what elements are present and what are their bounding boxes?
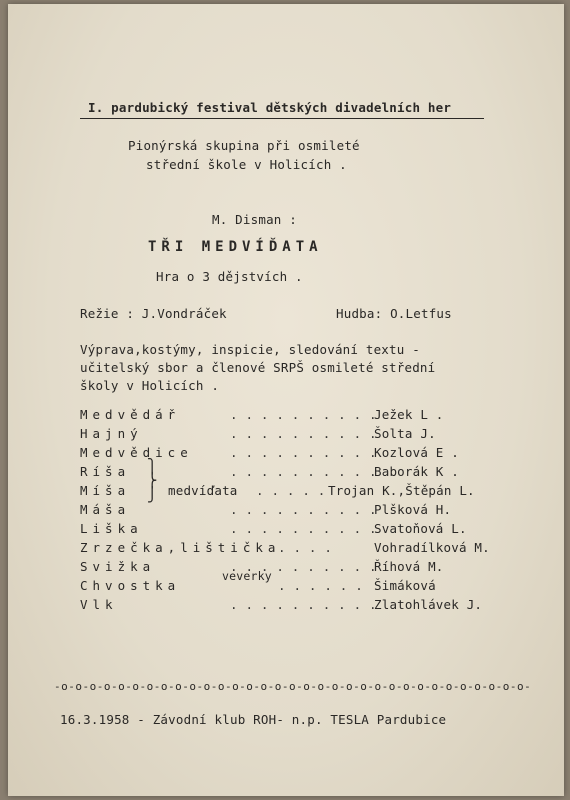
cast-actor: Svatoňová L. (374, 521, 467, 536)
leader-dots: . . . . . . . . . . (230, 502, 377, 517)
leader-dots: . . . . . . . . . . (230, 407, 377, 422)
leader-dots: . . . . . . . . . . (230, 426, 377, 441)
footer-line: 16.3.1958 - Závodní klub ROH- n.p. TESLA Pardubice (60, 712, 447, 727)
cast-role: Liška (80, 521, 143, 536)
leader-dots: . . . . . . . . . . (230, 445, 377, 460)
cast-role: Medvědář (80, 407, 181, 422)
group-label-squirrels: veverky (222, 569, 272, 583)
cast-actor: Šolta J. (374, 426, 436, 441)
cast-actor: Plšková H. (374, 502, 452, 517)
director: Režie : J.Vondráček (80, 306, 227, 321)
cast-role: Máša (80, 502, 131, 517)
cast-actor: Baborák K . (374, 464, 459, 479)
leader-dots: . . . . . . . . . . (230, 559, 377, 574)
cast-role: Ríša (80, 464, 131, 479)
staff-line-2: učitelský sbor a členové SRPŠ osmileté střední (80, 360, 436, 375)
leader-dots: . . . . . (256, 483, 326, 498)
cast-actor: Ježek L . (374, 407, 444, 422)
leader-dots: . . . . (278, 540, 333, 555)
leader-dots: . . . . . . (278, 578, 363, 593)
cast-actor: Zlatohlávek J. (374, 597, 483, 612)
group-line-1: Pionýrská skupina při osmileté (128, 138, 360, 153)
group-line-2: střední škole v Holicích . (146, 157, 347, 172)
group-label-cubs: medvíďata (168, 483, 238, 498)
cast-actor: Vohradílková M. (374, 540, 490, 555)
cast-actor: Říhová M. (374, 559, 444, 574)
cast-role: Míša (80, 483, 131, 498)
cubs-brace: ⎫ ⎬ ⎭ (148, 459, 157, 503)
program-sheet (8, 4, 564, 796)
leader-dots: . . . . . . . . . . (230, 464, 377, 479)
festival-title: I. pardubický festival dětských divadelních her (88, 100, 452, 115)
music: Hudba: O.Letfus (336, 306, 452, 321)
cast-actor: Šimáková (374, 578, 436, 593)
cast-role: Chvostka (80, 578, 181, 593)
leader-dots: . . . . . . . . . . (230, 521, 377, 536)
play-subtitle: Hra o 3 dějstvích . (156, 269, 303, 284)
cast-role: Medvědice (80, 445, 193, 460)
cast-actor: Trojan K.,Štěpán L. (328, 483, 475, 498)
footer-divider: -o-o-o-o-o-o-o-o-o-o-o-o-o-o-o-o-o-o-o-o-o-o-o-o-o-o-o-o-o-o-o-o-o- (54, 680, 532, 693)
cast-role: Zrzečka,lištička (80, 540, 281, 555)
leader-dots: . . . . . . . . . . (230, 597, 377, 612)
cast-role: Svižka (80, 559, 156, 574)
staff-line-1: Výprava,kostýmy, inspicie, sledování textu - (80, 342, 420, 357)
cast-actor: Kozlová E . (374, 445, 459, 460)
staff-line-3: školy v Holicích . (80, 378, 220, 393)
play-title: TŘI MEDVÍĎATA (148, 239, 323, 255)
author: M. Disman : (212, 212, 297, 227)
cast-role: Hajný (80, 426, 143, 441)
title-underline (80, 118, 484, 119)
cast-role: Vlk (80, 597, 118, 612)
